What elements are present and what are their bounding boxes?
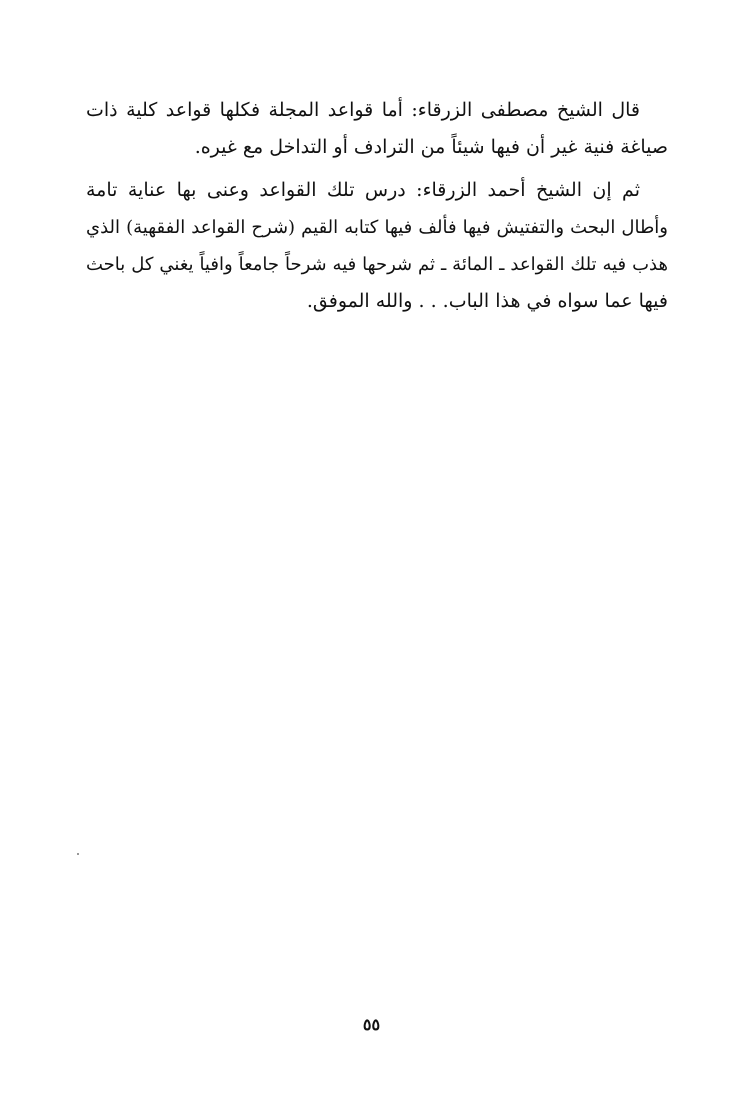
paragraph-2 [86,172,668,320]
paragraph-1 [86,92,668,166]
text-line: فيها عما سواه في هذا الباب. . . والله الموفق. [306,290,668,312]
scan-speck [77,853,79,855]
text-line: قال الشيخ مصطفى الزرقاء: أما قواعد المجلة فكلها قواعد كلية ذات [86,99,640,121]
text-line: ثم إن الشيخ أحمد الزرقاء: درس تلك القواعد وعنى بها عناية تامة [86,179,640,201]
body-text [86,92,668,326]
text-line: صياغة فنية غير أن فيها شيئاً من الترادف أو التداخل مع غيره. [194,136,668,158]
page-number: ٥٥ [362,1015,381,1034]
text-line: وأطال البحث والتفتيش فيها فألف فيها كتابه القيم (شرح القواعد الفقهية) الذي [86,217,668,238]
text-line: هذب فيه تلك القواعد ـ المائة ـ ثم شرحها فيه شرحاً جامعاً وافياً يغني كل باحث [86,254,668,275]
